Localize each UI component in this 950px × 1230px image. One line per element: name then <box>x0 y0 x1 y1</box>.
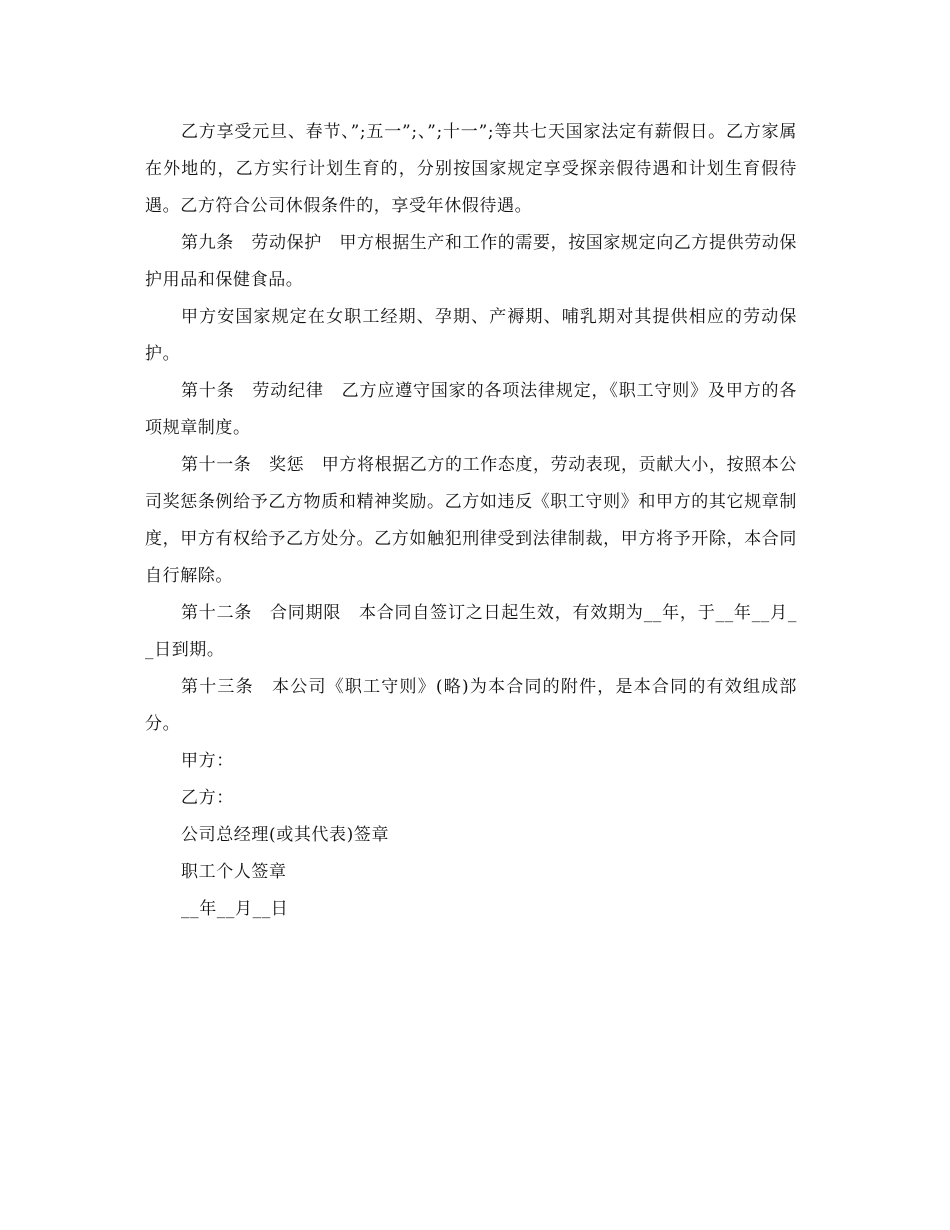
paragraph-female-protection: 甲方安国家规定在女职工经期、孕期、产褥期、哺乳期对其提供相应的劳动保护。 <box>145 307 797 364</box>
date-line: __年__月__日 <box>181 899 289 919</box>
party-b-label: 乙方： <box>181 788 234 808</box>
paragraph-article-11: 第十一条 奖惩 甲方将根据乙方的工作态度，劳动表现，贡献大小，按照本公司奖惩条例给予乙方物质和精神奖励。乙方如违反《职工守则》和甲方的其它规章制度，甲方有权给予乙方处分。乙方如触犯刑律受到法律制裁，甲方将予开除，本合同自行解除。 <box>145 455 797 586</box>
contract-body <box>145 114 797 928</box>
party-a-label: 甲方： <box>181 751 234 771</box>
paragraph-article-9: 第九条 劳动保护 甲方根据生产和工作的需要，按国家规定向乙方提供劳动保护用品和保健食品。 <box>145 233 797 290</box>
paragraph-article-13: 第十三条 本公司《职工守则》(略)为本合同的附件，是本合同的有效组成部分。 <box>145 677 797 734</box>
manager-signature-label: 公司总经理(或其代表)签章 <box>181 825 390 845</box>
employee-signature-label: 职工个人签章 <box>181 862 287 882</box>
paragraph-holidays: 乙方享受元旦、春节、”;五一”;、”;十一”;等共七天国家法定有薪假日。乙方家属在外地的，乙方实行计划生育的，分别按国家规定享受探亲假待遇和计划生育假待遇。乙方符合公司休假条件的，享受年休假待遇。 <box>145 122 797 216</box>
paragraph-article-12: 第十二条 合同期限 本合同自签订之日起生效，有效期为__年，于__年__月__日到期。 <box>145 603 797 660</box>
paragraph-article-10: 第十条 劳动纪律 乙方应遵守国家的各项法律规定，《职工守则》及甲方的各项规章制度。 <box>145 381 797 438</box>
